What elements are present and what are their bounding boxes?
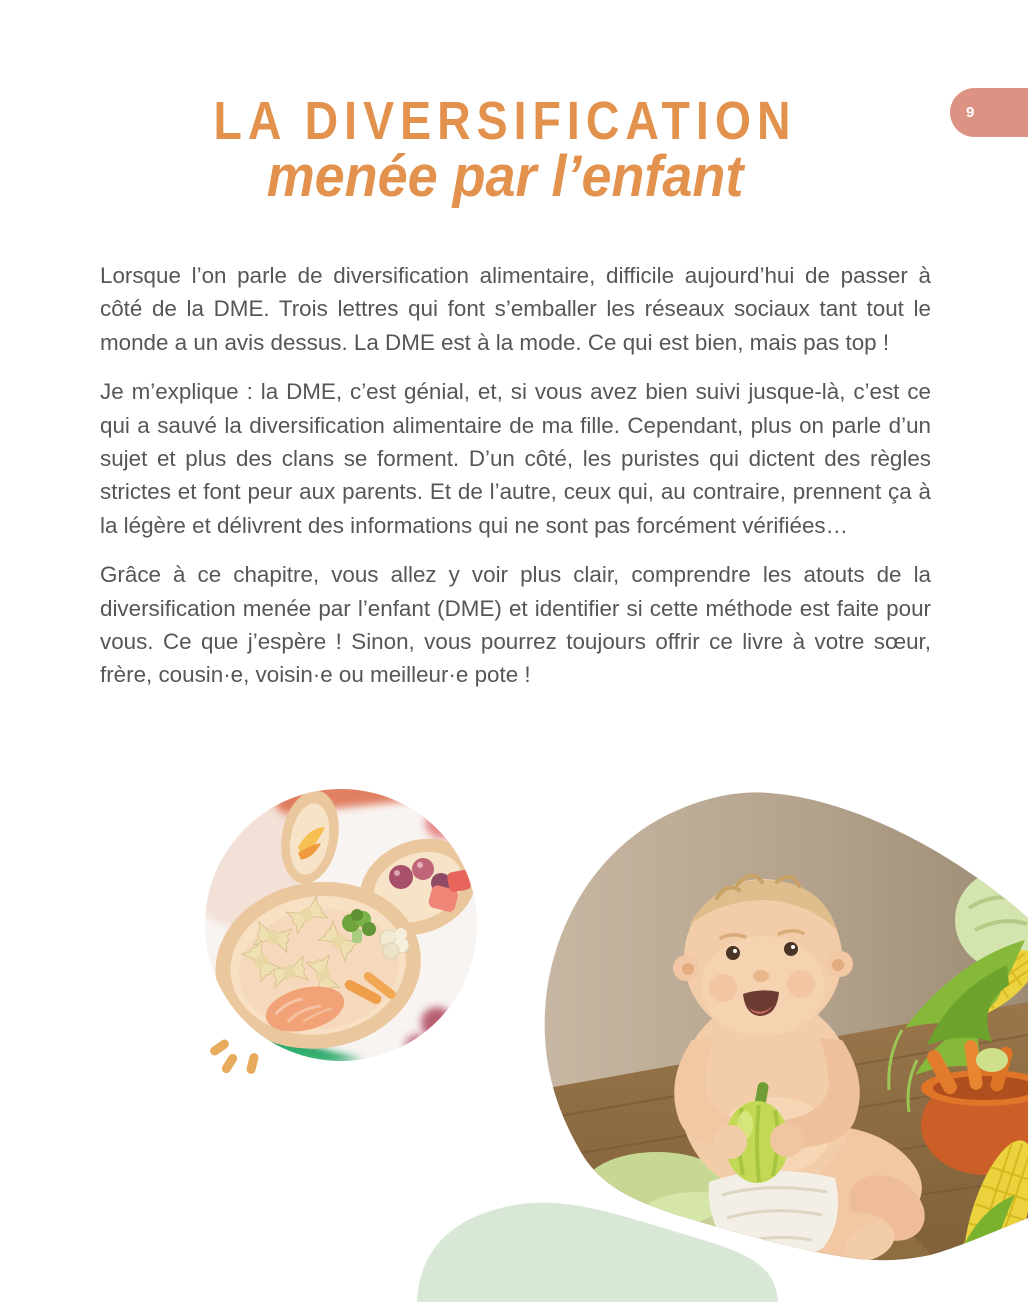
page-title: LA DIVERSIFICATION [213,91,797,151]
paragraph-chapter-goal: Grâce à ce chapitre, vous allez y voir plus clair, comprendre les atouts de la diversification menée par l’enfant (DME) et identifier si cette méthode est faite pour vous. Ce que j’espère ! Sinon, vous pourrez toujours offrir ce livre à votre sœur, frère, cousin·e, voisin·e ou meilleur·e pote ! [100,562,931,688]
page-number: 9 [966,104,975,121]
bunny-plate-photo [205,789,477,1061]
paragraph-explanation: Je m’explique : la DME, c’est génial, et, si vous avez bien suivi jusque-là, c’est ce qui a sauvé la diversification alimentaire de ma fille. Cependant, plus on parle d’un sujet et plus des clans se forment. D’un côté, les puristes qui dictent des règles strictes et font peur aux parents. Et de l’autre, ceux qui, au contraire, prennent ça à la légère et délivrent des informations qui ne sont pas forcément vérifiées… [100,379,931,538]
sparkle-dash-icon [208,1038,230,1057]
green-blob-decoration [400,1193,795,1302]
body-text [100,259,931,708]
paragraph-intro: Lorsque l’on parle de diversification alimentaire, difficile aujourd’hui de passer à côté de la DME. Trois lettres qui font s’emballer les réseaux sociaux tant tout le monde a un avis dessus. La DME est à la mode. Ce qui est bien, mais pas top ! [100,263,931,355]
page-number-tab [950,88,1028,137]
bunny-plate-illustration [205,789,477,1061]
sparkle-dash-icon [246,1052,260,1075]
page-subtitle: menée par l’enfant [266,144,744,209]
sparkle-dash-icon [220,1052,239,1075]
